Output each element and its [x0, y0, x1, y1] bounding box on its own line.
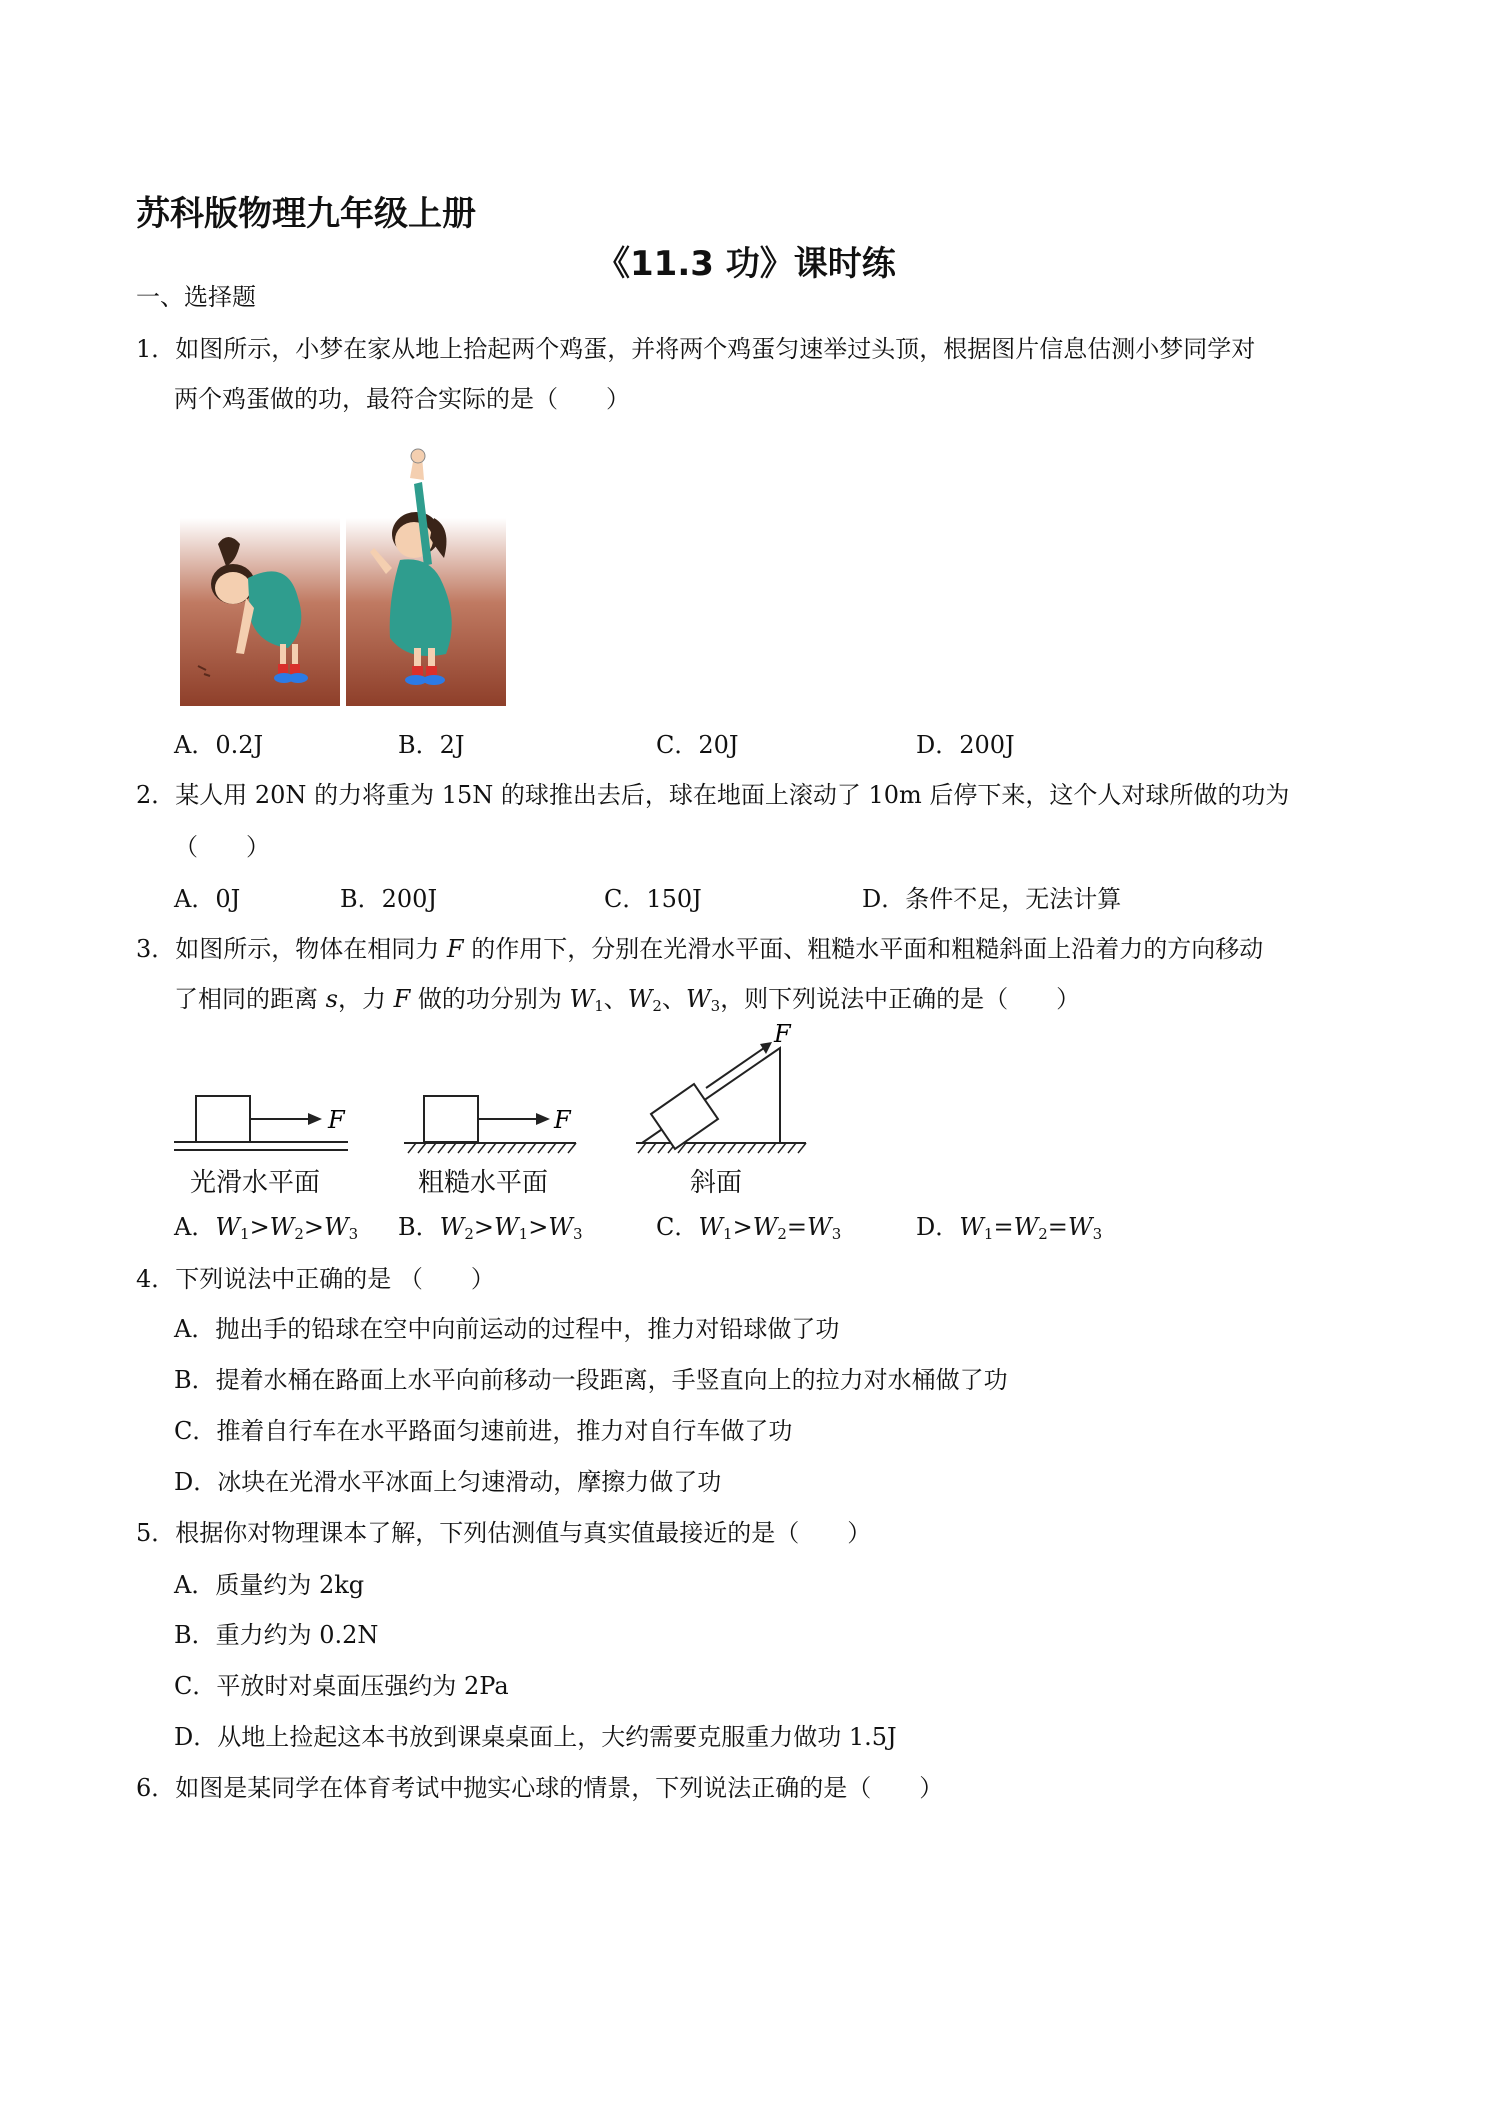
q3-option-d: D．$W_1=W_2=W_3$: [916, 1213, 1103, 1243]
q6-stem: 6．如图是某同学在体育考试中抛实心球的情景，下列说法正确的是（ ）: [136, 1774, 944, 1802]
q1-option-d: D．200J: [916, 731, 1015, 759]
q3-option-c: C．$W_1>W_2=W_3$: [656, 1213, 842, 1243]
q1-figure: [178, 448, 508, 708]
smooth-surface-diagram: [174, 1096, 348, 1150]
q1-option-a: A．0.2J: [174, 731, 264, 759]
q4-option-c: C．推着自行车在水平路面匀速前进，推力对自行车做了功: [174, 1417, 793, 1445]
incline-diagram: [636, 1020, 806, 1153]
q4-stem: 4．下列说法中正确的是 （ ）: [136, 1265, 495, 1293]
q4-option-d: D．冰块在光滑水平冰面上匀速滑动，摩擦力做了功: [174, 1468, 722, 1496]
q5-option-a: A．质量约为 2kg: [174, 1571, 365, 1599]
q2-stem-line1: 2．某人用 20N 的力将重为 15N 的球推出去后，球在地面上滚动了 10m 后停下来，这个人对球所做的功为: [136, 781, 1290, 809]
force-label-2: F: [554, 1106, 571, 1134]
q4-option-a: A．抛出手的铅球在空中向前运动的过程中，推力对铅球做了功: [174, 1315, 840, 1343]
q3-option-b: B．$W_2>W_1>W_3$: [398, 1213, 583, 1243]
q5-option-c: C．平放时对桌面压强约为 2Pa: [174, 1672, 509, 1700]
book-title: 苏科版物理九年级上册: [136, 194, 476, 234]
figure-label-smooth: 光滑水平面: [190, 1168, 321, 1198]
force-label-1: F: [328, 1106, 345, 1134]
figure-label-incline: 斜面: [690, 1168, 743, 1198]
q5-stem: 5．根据你对物理课本了解，下列估测值与真实值最接近的是（ ）: [136, 1519, 872, 1547]
q1-option-b: B．2J: [398, 731, 465, 759]
q2-stem-line2: （ ）: [174, 833, 270, 861]
force-label-3: F: [774, 1020, 791, 1048]
q2-option-c: C．150J: [604, 885, 702, 913]
rough-surface-diagram: [404, 1096, 576, 1153]
q2-option-a: A．0J: [174, 885, 241, 913]
q1-option-c: C．20J: [656, 731, 739, 759]
q5-option-b: B．重力约为 0.2N: [174, 1621, 379, 1649]
q3-stem-line1: 3．如图所示，物体在相同力 F 的作用下，分别在光滑水平面、粗糙水平面和粗糙斜面上沿着力的方向移动: [136, 935, 1264, 963]
section-title: 一、选择题: [136, 283, 256, 311]
q3-stem-line2: 了相同的距离 s，力 F 做的功分别为 $W_1$、$W_2$、$W_3$，则下列说法中正确的是（ ）: [174, 985, 1081, 1015]
figure-label-rough: 粗糙水平面: [418, 1168, 549, 1198]
q1-stem-line1: 1．如图所示，小梦在家从地上拾起两个鸡蛋，并将两个鸡蛋匀速举过头顶，根据图片信息估测小梦同学对: [136, 335, 1256, 363]
q4-option-b: B．提着水桶在路面上水平向前移动一段距离，手竖直向上的拉力对水桶做了功: [174, 1366, 1008, 1394]
q1-stem-line2: 两个鸡蛋做的功，最符合实际的是（ ）: [174, 385, 630, 413]
q2-option-b: B．200J: [340, 885, 438, 913]
lesson-title: 《11.3 功》课时练: [596, 244, 896, 284]
q3-option-a: A．$W_1>W_2>W_3$: [174, 1213, 359, 1243]
q5-option-d: D．从地上捡起这本书放到课桌桌面上，大约需要克服重力做功 1.5J: [174, 1723, 897, 1751]
q2-option-d: D．条件不足，无法计算: [862, 885, 1122, 913]
